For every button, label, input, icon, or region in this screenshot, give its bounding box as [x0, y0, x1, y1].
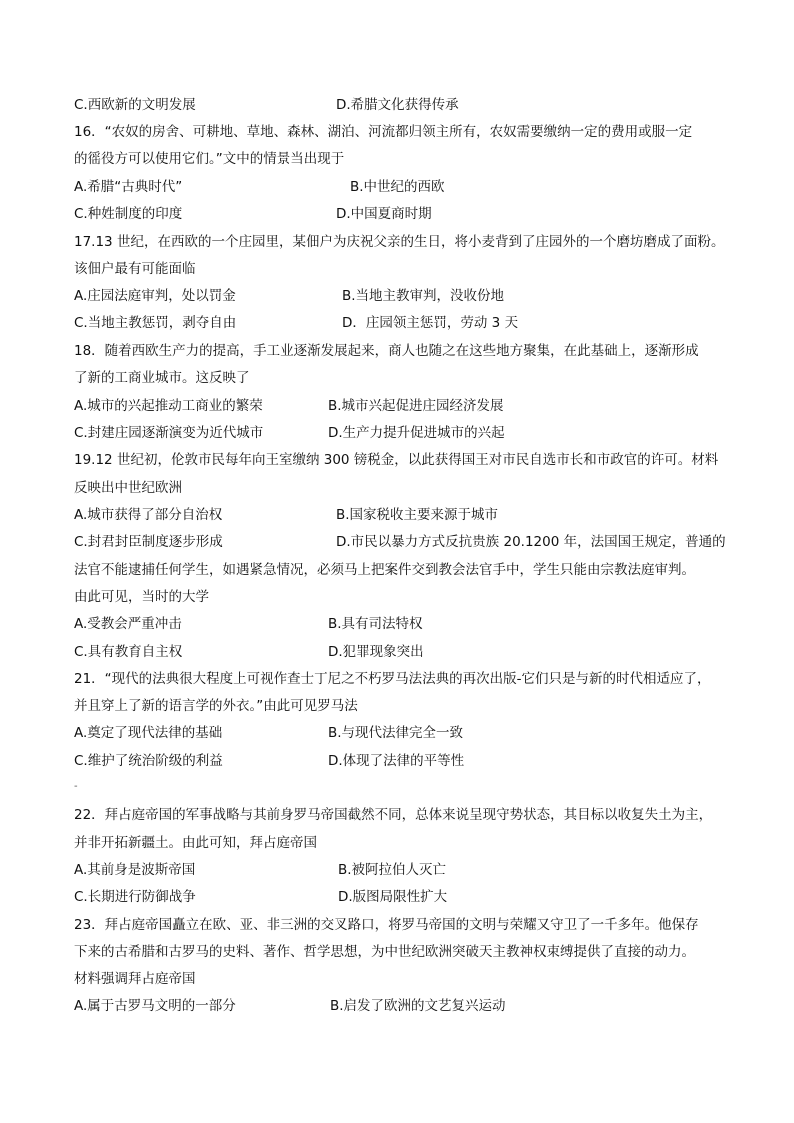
q23-stem-line-2: 下来的古希腊和古罗马的史料、著作、哲学思想，为中世纪欧洲突破天主教神权束缚提供了直接的动力。 — [74, 944, 695, 960]
q15-option-c: C.西欧新的文明发展 — [74, 97, 196, 113]
q21-stem-line-1: 21．“现代的法典很大程度上可视作查士丁尼之不朽罗马法法典的再次出版-它们只是与新的时代相适应了， — [74, 671, 711, 687]
q16-option-a: A.希腊“古典时代” — [74, 179, 183, 195]
q22-option-c: C.长期进行防御战争 — [74, 889, 196, 905]
q19-stem-line-2: 反映出中世纪欧洲 — [74, 480, 182, 496]
q19-option-b: B.国家税收主要来源于城市 — [336, 507, 499, 523]
q21-stem-line-2: 并且穿上了新的语言学的外衣。”由此可见罗马法 — [74, 698, 358, 714]
q16-option-b: B.中世纪的西欧 — [350, 179, 445, 195]
q22-option-d: D.版图局限性扩大 — [338, 889, 448, 905]
page-separator-mark: - — [74, 781, 78, 792]
q19-option-c: C.封君封臣制度逐步形成 — [74, 534, 223, 550]
q15-option-d: D.希腊文化获得传承 — [336, 97, 459, 113]
q23-option-a: A.属于古罗马文明的一部分 — [74, 998, 236, 1014]
q20-option-c: C.具有教育自主权 — [74, 644, 183, 660]
q21-option-a: A.奠定了现代法律的基础 — [74, 725, 223, 741]
q23-stem-line-3: 材料强调拜占庭帝国 — [74, 971, 196, 987]
q21-option-c: C.维护了统治阶级的利益 — [74, 753, 223, 769]
q22-option-b: B.被阿拉伯人灭亡 — [338, 862, 447, 878]
q21-option-b: B.与现代法律完全一致 — [328, 725, 464, 741]
q19-option-d-and-q20-start: D.市民以暴力方式反抗贵族 20.1200 年，法国国王规定，普通的 — [336, 534, 726, 550]
q17-option-a: A.庄园法庭审判，处以罚金 — [74, 288, 236, 304]
q20-option-b: B.具有司法特权 — [328, 616, 423, 632]
q17-stem-line-2: 该佃户最有可能面临 — [74, 261, 196, 277]
q21-option-d: D.体现了法律的平等性 — [328, 753, 465, 769]
q22-stem-line-2: 并非开拓新疆土。由此可知，拜占庭帝国 — [74, 835, 317, 851]
q18-option-d: D.生产力提升促进城市的兴起 — [328, 425, 505, 441]
q19-option-a: A.城市获得了部分自治权 — [74, 507, 223, 523]
q16-stem-line-1: 16．“农奴的房舍、可耕地、草地、森林、湖泊、河流都归领主所有，农奴需要缴纳一定的费用或服一定 — [74, 124, 693, 140]
q18-option-a: A.城市的兴起推动工商业的繁荣 — [74, 398, 263, 414]
q19-stem-line-1: 19.12 世纪初，伦敦市民每年向王室缴纳 300 镑税金，以此获得国王对市民自选市长和市政官的许可。材料 — [74, 452, 719, 468]
q17-option-d: D．庄园领主惩罚，劳动 3 天 — [342, 315, 519, 331]
q23-option-b: B.启发了欧洲的文艺复兴运动 — [330, 998, 506, 1014]
q18-option-c: C.封建庄园逐渐演变为近代城市 — [74, 425, 264, 441]
q17-stem-line-1: 17.13 世纪，在西欧的一个庄园里，某佃户为庆祝父亲的生日，将小麦背到了庄园外的一个磨坊磨成了面粉。 — [74, 234, 725, 250]
q20-stem-line-2: 由此可见，当时的大学 — [74, 589, 209, 605]
q17-option-c: C.当地主教惩罚，剥夺自由 — [74, 315, 237, 331]
q16-option-d: D.中国夏商时期 — [336, 206, 432, 222]
q20-stem-line-1: 法官不能逮捕任何学生，如遇紧急情况，必须马上把案件交到教会法官手中，学生只能由宗教法庭审判。 — [74, 562, 695, 578]
q18-stem-line-1: 18．随着西欧生产力的提高，手工业逐渐发展起来，商人也随之在这些地方聚集，在此基础上，逐渐形成 — [74, 343, 699, 359]
q23-stem-line-1: 23．拜占庭帝国矗立在欧、亚、非三洲的交叉路口，将罗马帝国的文明与荣耀又守卫了一千多年。他保存 — [74, 917, 699, 933]
q22-option-a: A.其前身是波斯帝国 — [74, 862, 196, 878]
q16-stem-line-2: 的徭役方可以使用它们。”文中的情景当出现于 — [74, 151, 345, 167]
q17-option-b: B.当地主教审判，没收份地 — [342, 288, 505, 304]
q16-option-c: C.种姓制度的印度 — [74, 206, 183, 222]
q20-option-a: A.受教会严重冲击 — [74, 616, 182, 632]
q20-option-d: D.犯罪现象突出 — [328, 644, 424, 660]
q18-option-b: B.城市兴起促进庄园经济发展 — [328, 398, 504, 414]
q18-stem-line-2: 了新的工商业城市。这反映了 — [74, 370, 250, 386]
q22-stem-line-1: 22．拜占庭帝国的军事战略与其前身罗马帝国截然不同，总体来说呈现守势状态，其目标以收复失土为主， — [74, 807, 713, 823]
